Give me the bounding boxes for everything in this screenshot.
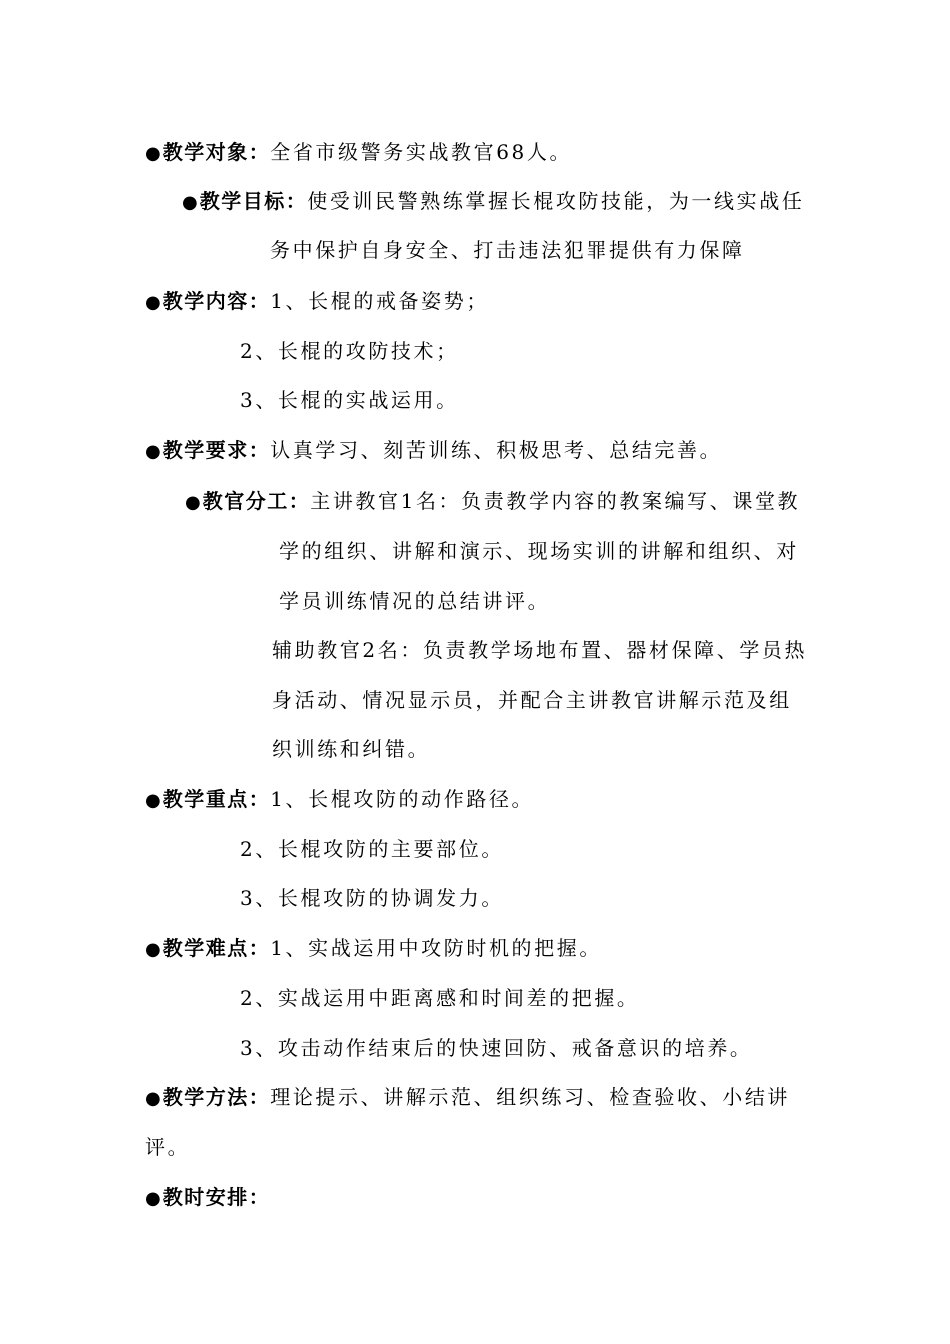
difficulty-item: 3、攻击动作结束后的快速回防、戒备意识的培养。 <box>240 1036 753 1060</box>
goal-text-line2: 务中保护自身安全、打击违法犯罪提供有力保障 <box>270 238 745 262</box>
bullet-icon: ● <box>145 1188 161 1209</box>
content-item: 3、长棍的实战运用。 <box>240 388 459 412</box>
bullet-icon: ● <box>145 143 161 164</box>
method-row <box>145 1083 790 1113</box>
target-text: 全省市级警务实战教官68人。 <box>270 140 573 164</box>
content-item: 2、长棍的攻防技术； <box>240 339 459 363</box>
content-label: 教学内容： <box>162 289 271 313</box>
bullet-icon: ● <box>145 292 161 313</box>
target-row <box>145 138 572 168</box>
key-point-item: 1、长棍攻防的动作路径。 <box>270 787 535 811</box>
key-point-item: 2、长棍攻防的主要部位。 <box>240 837 504 861</box>
key-points-label: 教学重点： <box>162 787 271 811</box>
division-assist-line: 身活动、情况显示员，并配合主讲教官讲解示范及组 <box>272 688 792 712</box>
difficulties-label: 教学难点： <box>162 936 271 960</box>
goal-text-line1: 使受训民警熟练掌握长棍攻防技能，为一线实战任 <box>307 189 805 213</box>
bullet-icon: ● <box>145 441 161 462</box>
bullet-icon: ● <box>185 492 201 513</box>
schedule-label: 教时安排： <box>162 1185 271 1209</box>
difficulties-row <box>145 934 602 964</box>
bullet-icon: ● <box>182 192 198 213</box>
division-row <box>185 487 800 517</box>
key-points-row <box>145 785 534 815</box>
difficulty-item: 2、实战运用中距离感和时间差的把握。 <box>240 986 640 1010</box>
bullet-icon: ● <box>145 790 161 811</box>
bullet-icon: ● <box>145 939 161 960</box>
content-row <box>145 287 489 317</box>
goal-row <box>182 187 804 217</box>
division-main-line: 主讲教官1名：负责教学内容的教案编写、课堂教 <box>310 489 801 513</box>
content-item: 1、长棍的戒备姿势； <box>270 289 489 313</box>
target-label: 教学对象： <box>162 140 271 164</box>
requirement-label: 教学要求： <box>162 438 271 462</box>
key-point-item: 3、长棍攻防的协调发力。 <box>240 886 504 910</box>
division-assist-line: 织训练和纠错。 <box>272 737 431 761</box>
division-main-line: 学员训练情况的总结讲评。 <box>279 589 551 613</box>
schedule-row <box>145 1183 270 1213</box>
division-main-line: 学的组织、讲解和演示、现场实训的讲解和组织、对 <box>279 539 799 563</box>
requirement-text: 认真学习、刻苦训练、积极思考、总结完善。 <box>270 438 723 462</box>
division-label: 教官分工： <box>202 489 311 513</box>
requirement-row <box>145 436 722 466</box>
method-text-line1: 理论提示、讲解示范、组织练习、检查验收、小结讲 <box>270 1085 791 1109</box>
difficulty-item: 1、实战运用中攻防时机的把握。 <box>270 936 602 960</box>
bullet-icon: ● <box>145 1088 161 1109</box>
goal-label: 教学目标： <box>199 189 308 213</box>
division-assist-line: 辅助教官2名：负责教学场地布置、器材保障、学员热 <box>272 638 808 662</box>
method-text-line2: 评。 <box>145 1135 191 1159</box>
method-label: 教学方法： <box>162 1085 271 1109</box>
